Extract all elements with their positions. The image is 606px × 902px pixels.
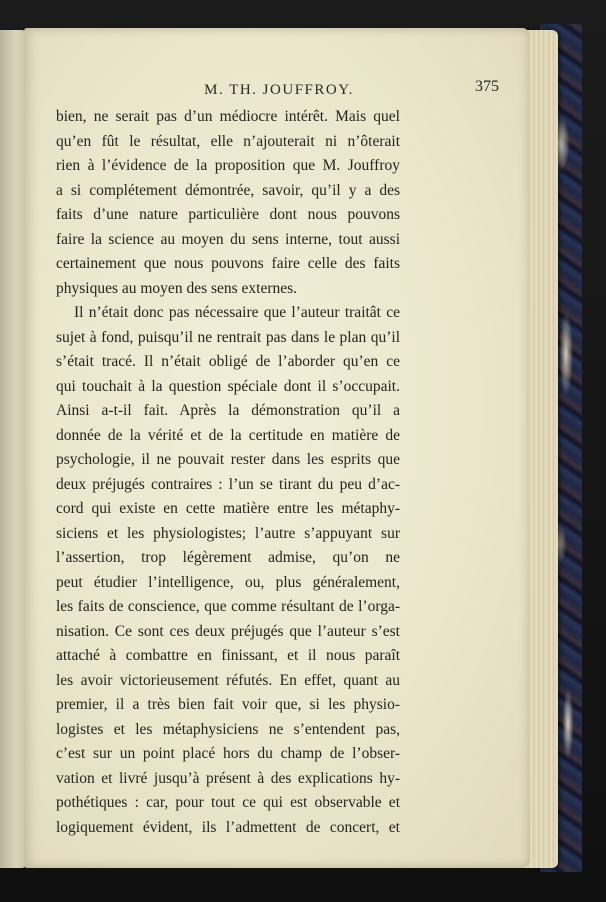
body-text (56, 105, 400, 840)
text-line: donnée de la vérité et de la certitude en matière de (56, 426, 400, 444)
text-line: qui touchait à la question spéciale dont il s’occupait. (56, 377, 400, 395)
text-line: vation et livré jusqu’à présent à des explications hy- (56, 769, 400, 787)
page-header (59, 78, 499, 102)
text-line: Ainsi a-t-il fait. Après la démonstration qu’il a (56, 402, 400, 419)
text-line: peut étudier l’intelligence, ou, plus généralement, (56, 573, 400, 591)
text-line: s’était tracé. Il n’était obligé de l’aborder qu’en ce (56, 353, 400, 370)
text-line: pothétiques : car, pour tout ce qui est observable et (56, 794, 400, 811)
text-line: nisation. Ce sont ces deux préjugés que l’auteur s’est (56, 622, 400, 640)
text-line: c’est sur un point placé hors du champ de l’obser- (56, 745, 400, 762)
facing-page-edge (0, 30, 26, 868)
text-line: faire la science au moyen du sens interne, tout aussi (56, 230, 400, 248)
text-line: l’assertion, trop légèrement admise, qu’on ne (56, 549, 400, 566)
text-line: psychologie, il ne pouvait rester dans les esprits que (56, 451, 400, 468)
text-line: sujet à fond, puisqu’il ne rentrait pas dans le plan qu’il (56, 328, 400, 346)
text-line: deux préjugés contraires : l’un se tirant du peu d’ac- (56, 475, 400, 493)
text-line: logiquement évident, ils l’admettent de concert, et (56, 818, 400, 836)
text-line: cord qui existe en cette matière entre les métaphy- (56, 500, 400, 517)
text-line: Il n’était donc pas nécessaire que l’auteur traitât ce (74, 304, 400, 321)
text-line: a si complétement démontrée, savoir, qu’il y a des (56, 181, 400, 199)
text-line: siciens et les physiologistes; l’autre s’appuyant sur (56, 524, 400, 542)
text-line: logistes et les métaphysiciens ne s’entendent pas, (56, 720, 400, 738)
text-line: qu’en fût le résultat, elle n’ajouterait ni n’ôterait (56, 132, 400, 150)
text-line: attaché à combattre en finissant, et il nous paraît (56, 647, 400, 664)
running-title: M. TH. JOUFFROY. (204, 82, 354, 98)
text-line: bien, ne serait pas d’un médiocre intérêt. Mais quel (56, 108, 400, 125)
book-page (24, 28, 530, 868)
text-line: faits d’une nature particulière dont nous pouvons (56, 206, 400, 223)
text-line: premier, il a très bien fait voir que, si les physio- (56, 696, 400, 713)
text-line: les avoir victorieusement réfutés. En effet, quant au (56, 671, 400, 689)
page-number: 375 (475, 78, 499, 95)
text-line: physiques au moyen des sens externes. (56, 279, 298, 297)
text-line: certainement que nous pouvons faire celle des faits (56, 255, 400, 272)
text-line: rien à l’évidence de la proposition que M. Jouffroy (56, 157, 400, 174)
text-line: les faits de conscience, que comme résultant de l’orga- (56, 598, 400, 615)
